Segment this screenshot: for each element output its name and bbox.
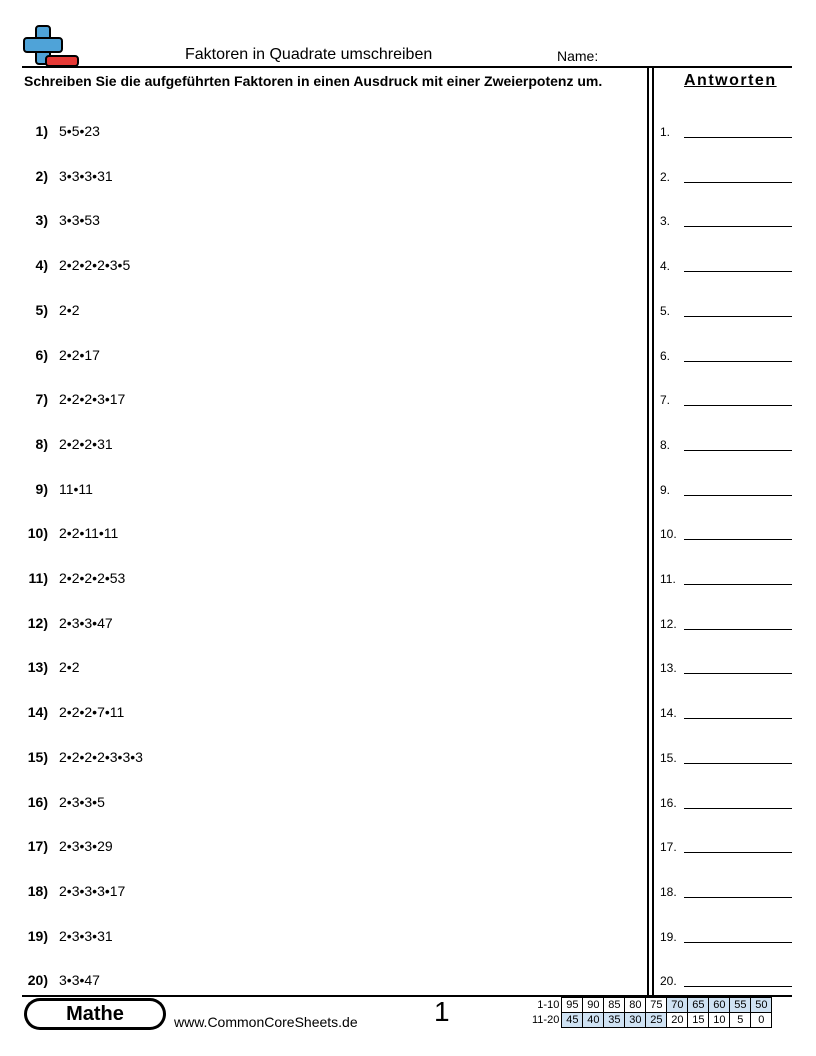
problem-number: 6) [35,347,48,363]
answer-number: 13. [660,661,677,675]
score-cell: 15 [688,1013,709,1028]
page-title: Faktoren in Quadrate umschreiben [185,46,433,63]
answer-number: 10. [660,527,677,541]
score-cell: 0 [751,1013,772,1028]
problem-item [22,479,93,499]
answer-number: 15. [660,751,677,765]
problem-number: 20) [27,972,48,988]
score-cell: 60 [709,998,730,1013]
score-cell: 65 [688,998,709,1013]
problem-item [22,836,113,856]
problem-item [22,121,100,141]
problem-expression: 2•2 [59,659,80,675]
score-row-label: 1-10 [537,999,560,1011]
answer-number: 3. [660,214,671,228]
problem-item [22,523,118,543]
problem-expression: 2•2•2•2•3•3•3 [59,749,143,765]
problem-expression: 2•2•2•31 [59,436,113,452]
problem-item [22,389,125,409]
answer-number: 16. [660,796,677,810]
score-cell: 85 [604,998,625,1013]
problem-number: 17) [27,838,48,854]
problem-number: 10) [27,525,48,541]
answer-item [660,523,792,543]
answer-item [660,479,792,499]
answer-number: 18. [660,885,677,899]
problem-expression: 11•11 [59,481,93,497]
score-cell: 40 [583,1013,604,1028]
score-cell: 70 [667,998,688,1013]
problem-expression: 3•3•3•31 [59,168,113,184]
problem-number: 7) [35,391,48,407]
problem-expression: 2•2 [59,302,80,318]
problem-expression: 3•3•53 [59,212,100,228]
score-cell: 90 [583,998,604,1013]
problem-number: 5) [35,302,48,318]
column-divider [652,68,654,995]
problem-item [22,166,113,186]
problem-number: 8) [35,436,48,452]
answer-item [660,300,792,320]
answer-item [660,255,792,275]
problem-number: 9) [35,481,48,497]
problem-expression: 2•2•11•11 [59,525,119,541]
problem-item [22,300,79,320]
score-cell: 80 [625,998,646,1013]
answer-blank-line[interactable] [684,226,792,227]
answer-blank-line[interactable] [684,718,792,719]
answer-blank-line[interactable] [684,897,792,898]
answer-number: 6. [660,349,671,363]
answer-blank-line[interactable] [684,673,792,674]
score-cell: 5 [730,1013,751,1028]
answer-number: 19. [660,930,677,944]
problem-expression: 2•2•2•3•17 [59,391,126,407]
score-cell: 45 [562,1013,583,1028]
column-divider [647,68,649,995]
problem-expression: 2•3•3•31 [59,928,113,944]
problem-item [22,434,113,454]
problem-number: 16) [27,794,48,810]
score-cell: 25 [646,1013,667,1028]
problem-item [22,613,113,633]
problem-number: 2) [35,168,48,184]
score-table [530,997,772,1028]
answer-blank-line[interactable] [684,986,792,987]
problem-item [22,702,124,722]
answer-blank-line[interactable] [684,852,792,853]
answer-blank-line[interactable] [684,495,792,496]
answer-item [660,970,792,990]
answer-item [660,926,792,946]
problem-number: 15) [27,749,48,765]
problem-number: 3) [35,212,48,228]
brand-badge [24,998,166,1030]
answer-item [660,657,792,677]
answer-number: 20. [660,974,677,988]
problem-expression: 3•3•47 [59,972,100,988]
problem-item [22,881,125,901]
problem-expression: 2•3•3•3•17 [59,883,126,899]
answer-blank-line[interactable] [684,182,792,183]
answer-item [660,568,792,588]
answer-blank-line[interactable] [684,450,792,451]
problem-expression: 2•2•2•7•11 [59,704,125,720]
score-cell: 10 [709,1013,730,1028]
answer-blank-line[interactable] [684,539,792,540]
answer-item [660,121,792,141]
problem-item [22,568,125,588]
problem-number: 4) [35,257,48,273]
problem-expression: 5•5•23 [59,123,100,139]
answer-blank-line[interactable] [684,763,792,764]
answer-item [660,836,792,856]
answer-blank-line[interactable] [684,316,792,317]
answer-number: 1. [660,125,671,139]
score-cell: 55 [730,998,751,1013]
answers-title: Antworten [684,72,777,89]
answer-number: 8. [660,438,671,452]
answer-blank-line[interactable] [684,629,792,630]
answer-item [660,702,792,722]
answer-item [660,166,792,186]
answer-item [660,210,792,230]
problem-item [22,747,143,767]
score-cell: 95 [562,998,583,1013]
brand-label: Mathe [27,1001,163,1027]
instructions: Schreiben Sie die aufgeführten Faktoren in einen Ausdruck mit einer Zweierpotenz um. [24,73,603,89]
answer-item [660,792,792,812]
problem-item [22,345,100,365]
score-cell: 50 [751,998,772,1013]
name-label: Name: [557,48,599,64]
score-cell: 30 [625,1013,646,1028]
answer-item [660,389,792,409]
site-url: www.CommonCoreSheets.de [174,1014,358,1030]
answer-number: 5. [660,304,671,318]
answer-item [660,345,792,365]
problem-number: 18) [27,883,48,899]
problem-number: 14) [27,704,48,720]
problem-number: 19) [27,928,48,944]
answer-number: 17. [660,840,677,854]
answer-blank-line[interactable] [684,584,792,585]
answer-blank-line[interactable] [684,137,792,138]
answer-blank-line[interactable] [684,271,792,272]
page-number: 1 [434,996,450,1027]
answer-number: 7. [660,393,671,407]
score-row [530,1013,772,1028]
problem-item [22,255,130,275]
answer-blank-line[interactable] [684,942,792,943]
answer-blank-line[interactable] [684,808,792,809]
problem-item [22,210,100,230]
answer-number: 14. [660,706,677,720]
answer-item [660,613,792,633]
problem-expression: 2•3•3•5 [59,794,105,810]
score-cell: 35 [604,1013,625,1028]
answer-number: 2. [660,170,671,184]
problem-item [22,657,79,677]
header-rule [22,66,792,68]
answer-number: 9. [660,483,671,497]
answer-item [660,881,792,901]
problem-expression: 2•3•3•29 [59,838,113,854]
answer-blank-line[interactable] [684,405,792,406]
answer-item [660,747,792,767]
problem-expression: 2•2•2•2•53 [59,570,126,586]
problem-item [22,970,100,990]
score-row-label: 11-20 [532,1014,560,1026]
problem-expression: 2•3•3•47 [59,615,113,631]
answer-number: 11. [660,572,676,586]
problem-number: 12) [27,615,48,631]
answer-number: 12. [660,617,677,631]
problem-number: 11) [28,570,48,586]
problem-item [22,926,113,946]
score-cell: 20 [667,1013,688,1028]
answer-number: 4. [660,259,671,273]
problem-number: 13) [27,659,48,675]
answer-item [660,434,792,454]
problem-expression: 2•2•2•2•3•5 [59,257,131,273]
problem-expression: 2•2•17 [59,347,100,363]
plus-minus-logo-icon [22,24,80,68]
problem-item [22,792,105,812]
score-cell: 75 [646,998,667,1013]
problem-number: 1) [35,123,48,139]
score-row [530,998,772,1013]
answer-blank-line[interactable] [684,361,792,362]
